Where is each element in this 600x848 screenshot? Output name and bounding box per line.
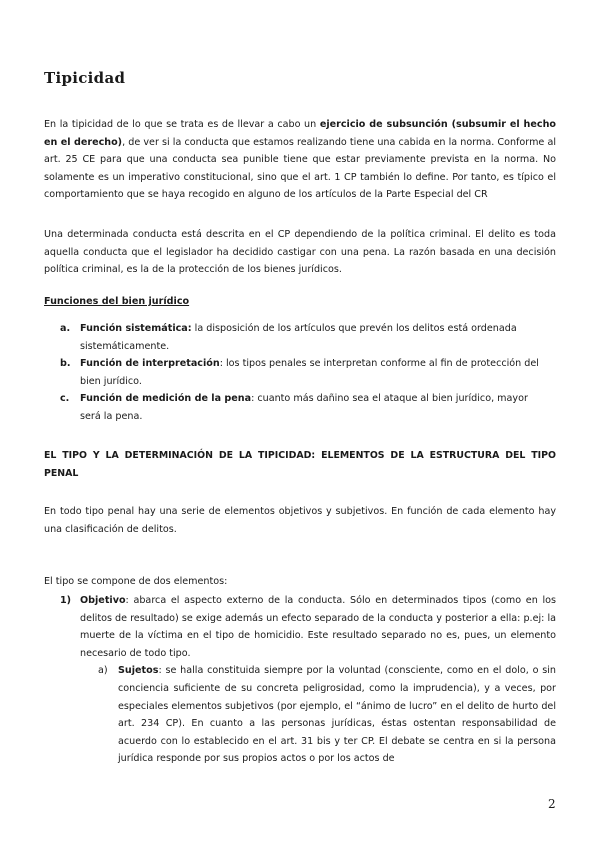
page-title: Tipicidad xyxy=(44,69,126,87)
elemento-label: Objetivo xyxy=(80,595,126,606)
list-item xyxy=(60,592,556,768)
tipo-penal-paragraph: En todo tipo penal hay una serie de elementos objetivos y subjetivos. En función de cada elemento hay una clasificación de delitos. xyxy=(44,506,556,535)
list-marker: c. xyxy=(60,393,70,405)
funcion-text: : los tipos penales se interpretan conforme al fin de protección del bien jurídico. xyxy=(80,358,539,387)
list-marker: b. xyxy=(60,358,71,370)
politica-criminal-paragraph: Una determinada conducta está descrita en el CP dependiendo de la política criminal. El delito es toda aquella conducta que el legislador ha decidido castigar con una pena. La razón basada en una decisión política criminal, es la de la protección de los bienes jurídicos. xyxy=(44,229,556,276)
funciones-heading: Funciones del bien jurídico xyxy=(44,296,190,307)
intro-bold-subsuncion: ejercicio de subsunción (subsumir el hecho en el derecho) xyxy=(44,119,556,148)
funcion-label: Función de medición de la pena xyxy=(80,393,252,405)
list-marker: 1) xyxy=(60,595,72,606)
elementos-list xyxy=(60,592,556,768)
section-heading: EL TIPO Y LA DETERMINACIÓN DE LA TIPICIDAD: ELEMENTOS DE LA ESTRUCTURA DEL TIPO PENAL xyxy=(44,450,556,479)
list-item xyxy=(98,662,556,768)
page-number: 2 xyxy=(548,797,556,811)
intro-text-2: , de ver si la conducta que estamos realizando tiene una cabida en la norma. Conforme al art. 25 CE para que una conducta sea punible tiene que estar previamente prevista en la norma. No solamente es un imperativo constitucional, sino que el art. 1 CP también lo define. Por tanto, es típico el comportamiento que se haya recogido en alguno de los artículos de la Parte Especial del CR xyxy=(44,136,556,201)
tipo-compone-paragraph: El tipo se compone de dos elementos: xyxy=(44,576,228,587)
sujetos-label: Sujetos xyxy=(118,665,159,677)
sujetos-text: : se halla constituida siempre por la voluntad (consciente, como en el dolo, o sin conciencia suficiente de su concreta peligrosidad, como la imprudencia), y a veces, por especiales elementos subjetivos (por ejemplo, el “ánimo de lucro” en el delito de hurto del art. 234 CP). En cuanto a las personas jurídicas, éstas ostentan responsabilidad de acuerdo con lo establecido en el art. 31 bis y ter CP. El debate se centra en si la persona jurídica responde por sus propios actos o por los actos de xyxy=(118,665,556,765)
sub-list xyxy=(80,662,556,768)
intro-text-1: En la tipicidad de lo que se trata es de llevar a cabo un xyxy=(44,119,320,130)
list-marker: a. xyxy=(60,323,71,334)
list-marker: a) xyxy=(98,665,108,677)
funcion-text: : cuanto más dañino sea el ataque al bien jurídico, mayor será la pena. xyxy=(80,393,528,422)
list-item xyxy=(60,390,540,425)
list-item xyxy=(60,320,540,355)
list-item xyxy=(60,355,540,390)
funcion-label: Función de interpretación xyxy=(80,358,220,370)
funcion-text: la disposición de los artículos que prevén los delitos está ordenada sistemáticamente. xyxy=(80,323,517,352)
funcion-label: Función sistemática: xyxy=(80,323,192,334)
intro-paragraph xyxy=(44,116,556,204)
funciones-list xyxy=(60,320,540,426)
elemento-text: : abarca el aspecto externo de la conducta. Sólo en determinados tipos (como en los delitos de resultado) se exige además un efecto separado de la conducta y posterior a ella: p.ej: la muerte de la víctima en el tipo de homicidio. Este resultado separado no es, pues, un elemento necesario de todo tipo. xyxy=(80,595,556,659)
